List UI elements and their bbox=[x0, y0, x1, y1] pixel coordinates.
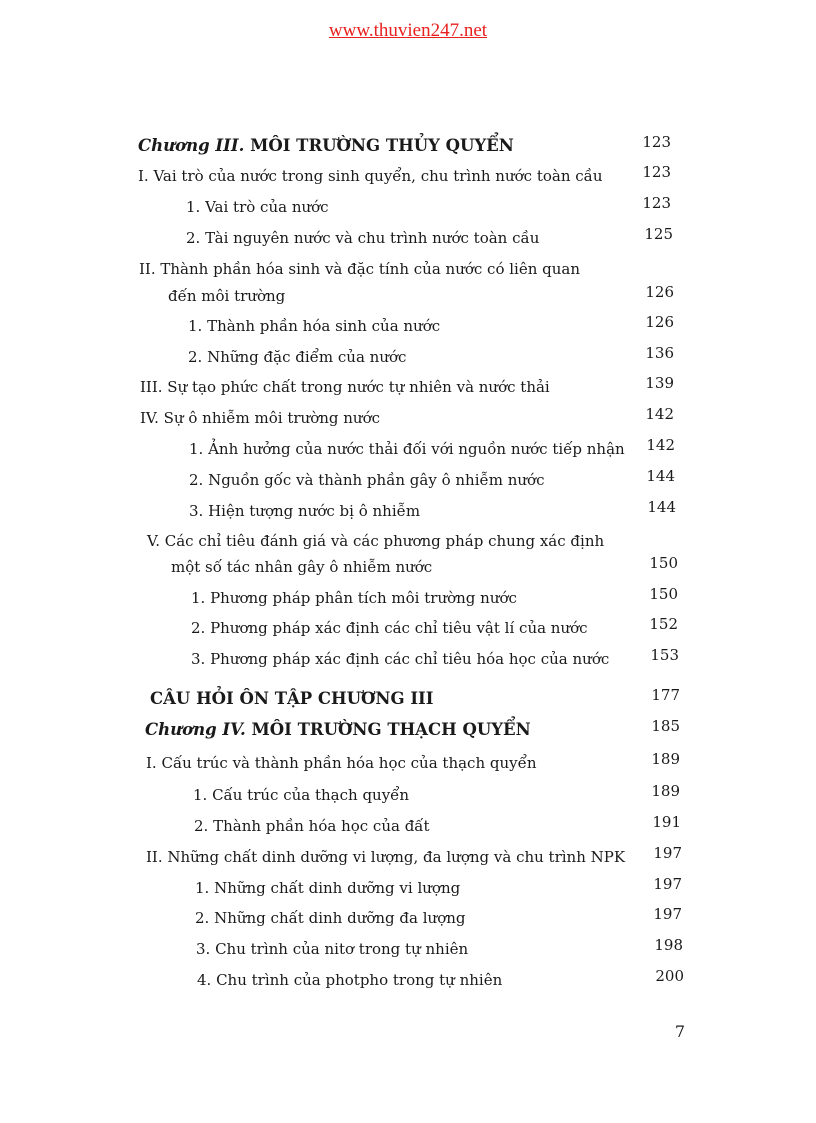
toc-page-number: 185 bbox=[651, 717, 680, 735]
toc-page-number: 197 bbox=[653, 875, 682, 893]
toc-subsection bbox=[0, 812, 816, 838]
chapter-prefix: Chương III. bbox=[138, 136, 245, 155]
toc-label: đến môi trường bbox=[168, 287, 286, 305]
toc-label: 3. Phương pháp xác định các chỉ tiêu hóa học của nước bbox=[191, 650, 610, 668]
toc-label: 2. Nguồn gốc và thành phần gây ô nhiễm nước bbox=[189, 471, 545, 489]
toc-page-number: 136 bbox=[645, 344, 674, 362]
toc-label: 2. Những chất dinh dưỡng đa lượng bbox=[195, 909, 466, 927]
toc-label: I. Cấu trúc và thành phần hóa học của thạch quyển bbox=[146, 754, 537, 772]
toc-label: 2. Những đặc điểm của nước bbox=[188, 348, 407, 366]
toc-label: 2. Phương pháp xác định các chỉ tiêu vật lí của nước bbox=[191, 619, 588, 637]
toc-section bbox=[0, 404, 816, 430]
toc-subsection bbox=[0, 614, 816, 640]
toc-label: III. Sự tạo phức chất trong nước tự nhiên và nước thải bbox=[140, 378, 550, 396]
toc-page-number: 191 bbox=[652, 813, 681, 831]
toc-page-number: 142 bbox=[646, 436, 675, 454]
toc-label: V. Các chỉ tiêu đánh giá và các phương pháp chung xác định bbox=[147, 532, 605, 550]
toc-subsection bbox=[0, 312, 816, 338]
toc-chapter-heading bbox=[0, 132, 816, 158]
toc-page-number: 197 bbox=[653, 905, 682, 923]
toc-subsection bbox=[0, 781, 816, 807]
toc-section bbox=[0, 255, 816, 281]
toc-page-number: 125 bbox=[644, 225, 673, 243]
toc-page-number: 200 bbox=[655, 967, 684, 985]
toc-page-number: 123 bbox=[642, 133, 671, 151]
toc-section bbox=[0, 162, 816, 188]
page-number: 7 bbox=[674, 1022, 685, 1041]
toc-label bbox=[145, 720, 531, 740]
toc-chapter-heading bbox=[0, 716, 816, 742]
toc-subsection bbox=[0, 497, 816, 523]
toc-section bbox=[0, 843, 816, 869]
toc-label: 1. Thành phần hóa sinh của nước bbox=[188, 317, 441, 335]
toc-page-number: 197 bbox=[653, 844, 682, 862]
toc-page-number: 198 bbox=[654, 936, 683, 954]
toc-page-number: 150 bbox=[649, 554, 678, 572]
toc-label: II. Thành phần hóa sinh và đặc tính của nước có liên quan bbox=[139, 260, 581, 278]
toc-label: một số tác nhân gây ô nhiễm nước bbox=[171, 558, 433, 576]
toc-subsection bbox=[0, 435, 816, 461]
toc-label: 1. Ảnh hưởng của nước thải đối với nguồn nước tiếp nhận bbox=[189, 440, 625, 458]
toc-page-number: 152 bbox=[649, 615, 678, 633]
chapter-title: MÔI TRƯỜNG THẠCH QUYỂN bbox=[251, 720, 531, 739]
toc-page-number: 126 bbox=[645, 313, 674, 331]
toc-subsection bbox=[0, 874, 816, 900]
toc-page-number: 144 bbox=[647, 498, 676, 516]
toc-label: 1. Vai trò của nước bbox=[186, 198, 329, 216]
toc-page-number: 177 bbox=[651, 686, 680, 704]
toc-label: 2. Thành phần hóa học của đất bbox=[194, 817, 430, 835]
toc-review-heading bbox=[0, 685, 816, 711]
toc-subsection bbox=[0, 466, 816, 492]
toc-label: I. Vai trò của nước trong sinh quyển, chu trình nước toàn cầu bbox=[138, 167, 603, 185]
toc-page-number: 144 bbox=[646, 467, 675, 485]
toc-page-number: 139 bbox=[645, 374, 674, 392]
toc-label: 3. Hiện tượng nước bị ô nhiễm bbox=[189, 502, 421, 520]
toc-label: II. Những chất dinh dưỡng vi lượng, đa lượng và chu trình NPK bbox=[146, 848, 626, 866]
toc-subsection bbox=[0, 935, 816, 961]
toc-section bbox=[0, 373, 816, 399]
toc-subsection bbox=[0, 904, 816, 930]
toc-subsection bbox=[0, 584, 816, 610]
toc-label: IV. Sự ô nhiễm môi trường nước bbox=[140, 409, 381, 427]
toc-page-number: 126 bbox=[645, 283, 674, 301]
toc-section bbox=[0, 749, 816, 775]
toc-label bbox=[138, 136, 514, 156]
chapter-title: MÔI TRƯỜNG THỦY QUYỂN bbox=[250, 136, 514, 155]
toc-page-number: 123 bbox=[642, 163, 671, 181]
toc-label: 1. Phương pháp phân tích môi trường nước bbox=[191, 589, 517, 607]
toc-label: 2. Tài nguyên nước và chu trình nước toàn cầu bbox=[186, 229, 540, 247]
toc-section bbox=[0, 527, 816, 553]
toc-section-continued bbox=[0, 282, 816, 308]
toc-subsection bbox=[0, 224, 816, 250]
toc-label: 3. Chu trình của nitơ trong tự nhiên bbox=[196, 940, 469, 958]
watermark-link[interactable]: www.thuvien247.net bbox=[328, 20, 488, 41]
chapter-prefix: Chương IV. bbox=[145, 720, 246, 739]
toc-label: 4. Chu trình của photpho trong tự nhiên bbox=[197, 971, 503, 989]
toc-label: CÂU HỎI ÔN TẬP CHƯƠNG III bbox=[150, 689, 434, 708]
toc-page-number: 153 bbox=[650, 646, 679, 664]
toc-section-continued bbox=[0, 553, 816, 579]
toc-subsection bbox=[0, 966, 816, 992]
toc-label: 1. Cấu trúc của thạch quyển bbox=[193, 786, 410, 804]
toc-subsection bbox=[0, 645, 816, 671]
toc-page-number: 189 bbox=[651, 782, 680, 800]
toc-page-number: 150 bbox=[649, 585, 678, 603]
toc-page-number: 123 bbox=[642, 194, 671, 212]
toc-page-number: 142 bbox=[645, 405, 674, 423]
toc-subsection bbox=[0, 193, 816, 219]
toc-subsection bbox=[0, 343, 816, 369]
toc-label: 1. Những chất dinh dưỡng vi lượng bbox=[195, 879, 461, 897]
toc-page-number: 189 bbox=[651, 750, 680, 768]
